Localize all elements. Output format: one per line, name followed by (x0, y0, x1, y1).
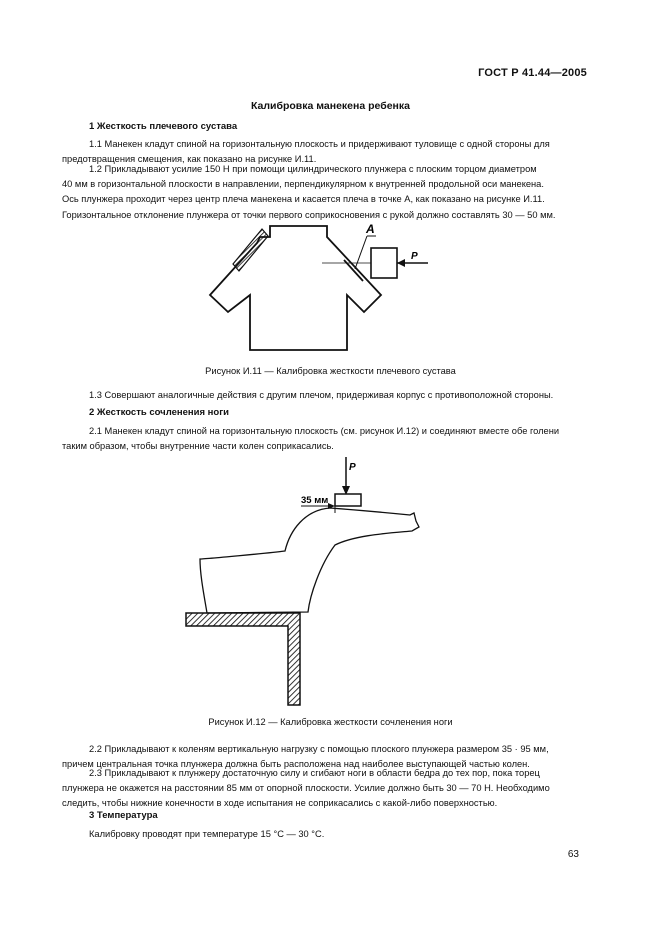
text-line: 2.1 Манекен кладут спиной на горизонтальную плоскость (см. рисунок И.12) и соединяют вместе обе голени (89, 426, 560, 436)
figure-shoulder-calibration (200, 215, 440, 355)
section-heading-1: 1 Жесткость плечевого сустава (89, 121, 238, 132)
figure-caption-12: Рисунок И.12 — Калибровка жесткости сочленения ноги (208, 717, 453, 727)
torso-outline (210, 226, 381, 350)
plunger (335, 494, 361, 506)
paragraph-3-1 (62, 827, 600, 842)
page-number: 63 (567, 849, 579, 860)
text-line: предотвращения смещения, как показано на рисунке И.11. (62, 154, 317, 165)
text-line: Горизонтальное отклонение плунжера от точки первого соприкосновения с рукой должно составлять 30 — 50 мм. (62, 209, 556, 220)
l-support (186, 613, 300, 705)
text-line: 1.1 Манекен кладут спиной на горизонтальную плоскость и придерживают туловище с одной стороны для (89, 139, 550, 149)
paragraph-2-3 (62, 766, 600, 812)
text-line: 2.3 Прикладывают к плунжеру достаточную силу и сгибают ноги в области бедра до тех пор, пока торец (89, 768, 540, 778)
dimension-label: 35 мм (301, 495, 329, 506)
paragraph-2-1 (62, 424, 600, 454)
document-code: ГОСТ Р 41.44—2005 (478, 67, 587, 79)
hatched-support (233, 229, 268, 271)
label-a: A (366, 222, 375, 236)
label-p: P (411, 251, 418, 262)
leader-line (355, 236, 367, 269)
text-line: 2.2 Прикладывают к коленям вертикальную нагрузку с помощью плоского плунжера размером 35 · 95 мм, (89, 744, 549, 754)
section-heading-2: 2 Жесткость сочленения ноги (89, 407, 230, 418)
text-line: следить, чтобы нижние конечности в ходе испытания не соприкасались с какой-либо поверхностью. (62, 798, 498, 809)
text-line: плунжера не окажется на расстоянии 85 мм от опорной плоскости. Усилие должно быть 30 — 70 Н. Необходимо (62, 783, 550, 794)
label-p: P (349, 462, 356, 473)
page-title: Калибровка манекена ребенка (250, 100, 410, 112)
force-arrow-head (397, 259, 405, 267)
text-line: таким образом, чтобы внутренние части колен соприкасались. (62, 441, 334, 452)
text-line: 40 мм в горизонтальной плоскости в направлении, перпендикулярном к внутренней продольной оси манекена. (62, 179, 544, 190)
text-line: Ось плунжера проходит через центр плеча манекена и касается плеча в точке А, как показано на рисунке И.11. (62, 194, 545, 205)
text-line: 1.3 Совершают аналогичные действия с другим плечом, придерживая корпус с противоположной стороны. (89, 390, 554, 400)
text-line: Калибровку проводят при температуре 15 °С — 30 °С. (89, 829, 325, 839)
figure-leg-calibration (180, 455, 430, 711)
paragraph-1-2 (62, 162, 600, 223)
leg-outline (200, 508, 419, 613)
text-line: причем центральная точка плунжера должна быть расположена над наиболее выступающей частью колен. (62, 759, 530, 770)
plunger (371, 248, 397, 278)
section-heading-3: 3 Температура (89, 810, 158, 821)
figure-caption-11: Рисунок И.11 — Калибровка жесткости плечевого сустава (205, 366, 456, 376)
text-line: 1.2 Прикладывают усилие 150 Н при помощи цилиндрического плунжера с плоским торцом диаметром (89, 164, 537, 174)
paragraph-1-3 (62, 388, 600, 403)
